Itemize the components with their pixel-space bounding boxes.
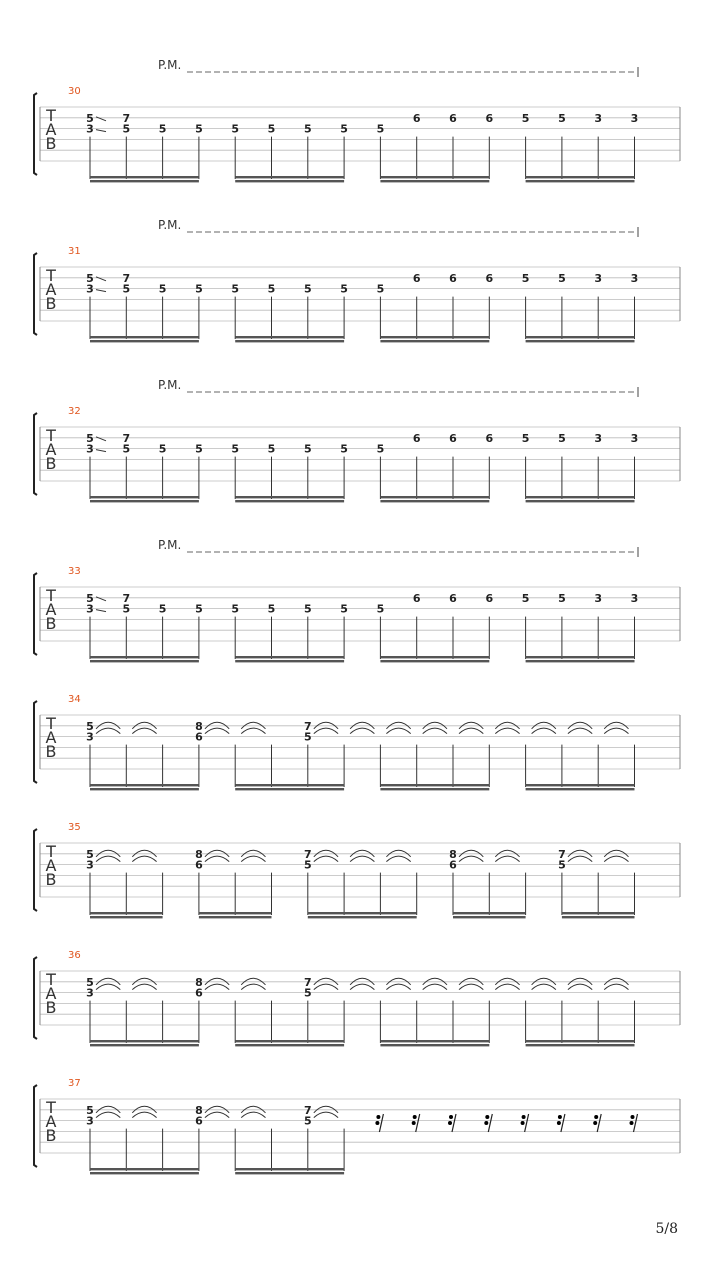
- tie-arc: [495, 728, 519, 734]
- page-number: 5/8: [655, 1221, 678, 1237]
- tab-clef-letter: B: [45, 454, 57, 473]
- beam: [90, 340, 199, 342]
- beam: [235, 1044, 344, 1046]
- palm-mute-label: P.M.: [158, 378, 182, 392]
- tab-clef-letter: T: [46, 714, 56, 733]
- beam: [235, 656, 344, 658]
- tie-arc: [568, 856, 592, 862]
- sixteenth-rest: [412, 1114, 420, 1132]
- fret-number: 5: [86, 719, 94, 733]
- fret-number: 3: [86, 122, 94, 136]
- fret-number: 3: [630, 591, 639, 605]
- fret-number: 6: [485, 431, 494, 445]
- beam: [235, 1172, 344, 1174]
- fret-number: 5: [86, 1103, 94, 1117]
- tie-arc: [132, 984, 156, 990]
- tie-arc: [241, 1112, 265, 1118]
- tab-clef-letter: A: [45, 440, 57, 459]
- beam: [90, 916, 163, 918]
- fret-number: 5: [231, 442, 240, 456]
- system-bracket: [34, 573, 37, 655]
- fret-number: 8: [195, 1103, 203, 1117]
- fret-number: 6: [412, 431, 421, 445]
- fret-number: 5: [158, 442, 167, 456]
- fret-number: 3: [630, 271, 639, 285]
- tab-clef-letter: A: [45, 120, 57, 139]
- fret-number: 3: [594, 591, 603, 605]
- sixteenth-rest: [484, 1114, 492, 1132]
- beam: [90, 180, 199, 182]
- tie-arc: [241, 856, 265, 862]
- beam: [90, 1172, 199, 1174]
- fret-number: 5: [376, 282, 385, 296]
- tie-arc: [459, 856, 483, 862]
- tab-clef-letter: B: [45, 998, 57, 1017]
- tie-arc: [568, 984, 592, 990]
- fret-number: 3: [594, 271, 603, 285]
- tie-arc: [314, 856, 338, 862]
- beam: [90, 1044, 199, 1046]
- beam: [235, 1040, 344, 1042]
- fret-number: 5: [86, 591, 94, 605]
- fret-number: 8: [195, 719, 203, 733]
- beam: [235, 1168, 344, 1170]
- tab-clef-letter: T: [46, 426, 56, 445]
- beam: [526, 496, 635, 498]
- tie-arc: [532, 984, 556, 990]
- tab-clef-letter: A: [45, 600, 57, 619]
- palm-mute-label: P.M.: [158, 58, 182, 72]
- beam: [380, 500, 489, 502]
- fret-number: 6: [195, 730, 203, 744]
- beam: [526, 788, 635, 790]
- fret-number: 5: [340, 122, 348, 136]
- beam: [453, 912, 526, 914]
- palm-mute-label: P.M.: [158, 538, 182, 552]
- fret-number: 5: [86, 111, 94, 125]
- beam: [235, 176, 344, 178]
- beam: [90, 912, 163, 914]
- beam: [308, 916, 417, 918]
- fret-number: 5: [122, 122, 131, 136]
- system-bracket: [34, 1085, 37, 1167]
- tie-arc: [495, 856, 519, 862]
- beam: [380, 656, 489, 658]
- fret-number: 5: [195, 442, 203, 456]
- beam: [90, 788, 199, 790]
- fret-number: 5: [195, 282, 203, 296]
- beam: [526, 656, 635, 658]
- fret-number: 5: [340, 602, 348, 616]
- beam: [90, 496, 199, 498]
- palm-mute-label: P.M.: [158, 218, 182, 232]
- beam: [380, 496, 489, 498]
- fret-number: 7: [303, 719, 312, 733]
- sixteenth-rest: [448, 1114, 456, 1132]
- beam: [199, 912, 272, 914]
- tab-system-36: [34, 950, 680, 1046]
- beam: [562, 916, 635, 918]
- system-bracket: [34, 701, 37, 783]
- tie-arc: [241, 728, 265, 734]
- fret-number: 6: [449, 591, 457, 605]
- beam: [562, 912, 635, 914]
- fret-number: 5: [558, 431, 566, 445]
- beam: [453, 916, 526, 918]
- fret-number: 5: [303, 986, 312, 1000]
- fret-number: 7: [303, 847, 312, 861]
- tab-system-30: [34, 58, 680, 182]
- fret-number: 5: [86, 431, 94, 445]
- fret-number: 8: [449, 847, 457, 861]
- tie-arc: [314, 728, 338, 734]
- beam: [90, 176, 199, 178]
- beam: [90, 1168, 199, 1170]
- tie-arc: [205, 856, 229, 862]
- beam: [526, 1044, 635, 1046]
- fret-number: 6: [412, 111, 421, 125]
- fret-number: 5: [521, 271, 530, 285]
- beam: [235, 340, 344, 342]
- fret-number: 3: [86, 282, 94, 296]
- beam: [380, 660, 489, 662]
- tab-clef-letter: B: [45, 742, 57, 761]
- system-bracket: [34, 253, 37, 335]
- fret-number: 5: [521, 591, 530, 605]
- tie-arc: [205, 1112, 229, 1118]
- fret-number: 5: [267, 442, 276, 456]
- sixteenth-rest: [521, 1114, 529, 1132]
- tie-arc: [205, 984, 229, 990]
- tab-clef-letter: T: [46, 266, 56, 285]
- fret-number: 5: [376, 122, 385, 136]
- beam: [90, 500, 199, 502]
- tab-system-34: [34, 694, 680, 790]
- tie-arc: [96, 1112, 120, 1118]
- system-bracket: [34, 957, 37, 1039]
- fret-number: 3: [86, 986, 94, 1000]
- fret-number: 3: [594, 111, 603, 125]
- tab-clef-letter: A: [45, 1112, 57, 1131]
- fret-number: 3: [86, 730, 94, 744]
- tab-system-35: [34, 822, 680, 918]
- fret-number: 5: [303, 730, 312, 744]
- fret-number: 5: [340, 282, 348, 296]
- fret-number: 5: [558, 591, 566, 605]
- tie-arc: [386, 728, 410, 734]
- tie-arc: [314, 1112, 338, 1118]
- fret-number: 5: [558, 111, 566, 125]
- tab-clef-letter: B: [45, 614, 57, 633]
- measure-number: 33: [68, 566, 81, 577]
- fret-number: 5: [303, 602, 312, 616]
- fret-number: 7: [122, 271, 131, 285]
- beam: [235, 784, 344, 786]
- fret-number: 6: [195, 858, 203, 872]
- tie-arc: [423, 728, 447, 734]
- tie-arc: [241, 984, 265, 990]
- beam: [380, 788, 489, 790]
- beam: [380, 336, 489, 338]
- measure-number: 37: [68, 1078, 81, 1089]
- sixteenth-rest: [375, 1114, 383, 1132]
- system-bracket: [34, 413, 37, 495]
- beam: [90, 784, 199, 786]
- fret-number: 5: [267, 122, 276, 136]
- sixteenth-rest: [557, 1114, 565, 1132]
- tie-arc: [532, 728, 556, 734]
- fret-number: 6: [449, 431, 457, 445]
- beam: [90, 336, 199, 338]
- beam: [526, 340, 635, 342]
- fret-number: 6: [412, 591, 421, 605]
- tab-clef-letter: T: [46, 106, 56, 125]
- beam: [235, 496, 344, 498]
- fret-number: 5: [521, 431, 530, 445]
- fret-number: 7: [122, 431, 131, 445]
- tie-arc: [604, 984, 628, 990]
- fret-number: 5: [558, 858, 566, 872]
- fret-number: 5: [158, 602, 167, 616]
- tie-arc: [386, 856, 410, 862]
- tab-system-33: [34, 538, 680, 662]
- tab-clef-letter: T: [46, 1098, 56, 1117]
- tie-arc: [132, 856, 156, 862]
- measure-number: 35: [68, 822, 81, 833]
- fret-number: 3: [86, 442, 94, 456]
- fret-number: 3: [86, 858, 94, 872]
- beam: [380, 176, 489, 178]
- beam: [526, 1040, 635, 1042]
- tab-clef-letter: A: [45, 728, 57, 747]
- fret-number: 6: [449, 858, 457, 872]
- tie-arc: [423, 984, 447, 990]
- tie-arc: [350, 856, 374, 862]
- fret-number: 5: [231, 122, 240, 136]
- tab-clef-letter: B: [45, 1126, 57, 1145]
- fret-number: 3: [630, 111, 639, 125]
- fret-number: 5: [195, 122, 203, 136]
- fret-number: 8: [195, 847, 203, 861]
- fret-number: 3: [86, 602, 94, 616]
- beam: [526, 660, 635, 662]
- beam: [90, 656, 199, 658]
- beam: [199, 916, 272, 918]
- tab-system-32: [34, 378, 680, 502]
- fret-number: 5: [303, 442, 312, 456]
- beam: [235, 788, 344, 790]
- tab-clef-letter: A: [45, 856, 57, 875]
- fret-number: 5: [122, 282, 131, 296]
- beam: [380, 1044, 489, 1046]
- sixteenth-rest: [630, 1114, 638, 1132]
- beam: [380, 180, 489, 182]
- fret-number: 5: [376, 442, 385, 456]
- beam: [380, 340, 489, 342]
- tie-arc: [568, 728, 592, 734]
- beam: [235, 660, 344, 662]
- measure-number: 34: [68, 694, 81, 705]
- tie-arc: [604, 728, 628, 734]
- beam: [526, 784, 635, 786]
- tie-arc: [350, 728, 374, 734]
- system-bracket: [34, 93, 37, 175]
- tie-arc: [495, 984, 519, 990]
- tie-arc: [96, 728, 120, 734]
- fret-number: 5: [231, 282, 240, 296]
- fret-number: 5: [86, 847, 94, 861]
- fret-number: 5: [558, 271, 566, 285]
- slide-line: [96, 130, 106, 132]
- fret-number: 6: [412, 271, 421, 285]
- fret-number: 7: [303, 975, 312, 989]
- fret-number: 5: [267, 602, 276, 616]
- fret-number: 5: [303, 122, 312, 136]
- slide-line: [96, 610, 106, 612]
- fret-number: 5: [303, 1114, 312, 1128]
- tie-arc: [132, 1112, 156, 1118]
- measure-number: 36: [68, 950, 81, 961]
- tab-clef-letter: B: [45, 870, 57, 889]
- fret-number: 7: [303, 1103, 312, 1117]
- system-bracket: [34, 829, 37, 911]
- fret-number: 5: [303, 282, 312, 296]
- tab-clef-letter: T: [46, 970, 56, 989]
- tie-arc: [386, 984, 410, 990]
- tie-arc: [132, 728, 156, 734]
- fret-number: 5: [340, 442, 348, 456]
- beam: [90, 1040, 199, 1042]
- fret-number: 3: [630, 431, 639, 445]
- tie-arc: [604, 856, 628, 862]
- fret-number: 5: [521, 111, 530, 125]
- fret-number: 3: [594, 431, 603, 445]
- beam: [308, 912, 417, 914]
- beam: [380, 784, 489, 786]
- tie-arc: [96, 856, 120, 862]
- tie-arc: [459, 728, 483, 734]
- sixteenth-rest: [593, 1114, 601, 1132]
- fret-number: 5: [86, 271, 94, 285]
- fret-number: 7: [122, 591, 131, 605]
- tie-arc: [459, 984, 483, 990]
- tab-system-37: [34, 1078, 680, 1174]
- tab-clef-letter: A: [45, 984, 57, 1003]
- tab-clef-letter: T: [46, 586, 56, 605]
- tab-clef-letter: B: [45, 294, 57, 313]
- beam: [526, 336, 635, 338]
- fret-number: 6: [485, 111, 494, 125]
- fret-number: 5: [376, 602, 385, 616]
- beam: [235, 336, 344, 338]
- tie-arc: [350, 984, 374, 990]
- fret-number: 5: [267, 282, 276, 296]
- fret-number: 8: [195, 975, 203, 989]
- beam: [235, 500, 344, 502]
- fret-number: 6: [449, 271, 457, 285]
- tie-arc: [96, 984, 120, 990]
- tie-arc: [205, 728, 229, 734]
- fret-number: 6: [449, 111, 457, 125]
- fret-number: 5: [303, 858, 312, 872]
- fret-number: 5: [195, 602, 203, 616]
- measure-number: 30: [68, 86, 81, 97]
- tab-clef-letter: B: [45, 134, 57, 153]
- fret-number: 7: [558, 847, 566, 861]
- fret-number: 6: [485, 591, 494, 605]
- tab-clef-letter: A: [45, 280, 57, 299]
- beam: [235, 180, 344, 182]
- slide-line: [96, 290, 106, 292]
- fret-number: 5: [231, 602, 240, 616]
- tab-system-31: [34, 218, 680, 342]
- fret-number: 3: [86, 1114, 94, 1128]
- fret-number: 5: [86, 975, 94, 989]
- slide-line: [96, 450, 106, 452]
- fret-number: 7: [122, 111, 131, 125]
- fret-number: 6: [485, 271, 494, 285]
- measure-number: 31: [68, 246, 81, 257]
- fret-number: 5: [158, 282, 167, 296]
- fret-number: 5: [122, 602, 131, 616]
- fret-number: 5: [122, 442, 131, 456]
- measure-number: 32: [68, 406, 81, 417]
- beam: [526, 176, 635, 178]
- beam: [526, 180, 635, 182]
- fret-number: 6: [195, 1114, 203, 1128]
- fret-number: 5: [158, 122, 167, 136]
- fret-number: 6: [195, 986, 203, 1000]
- tie-arc: [314, 984, 338, 990]
- beam: [526, 500, 635, 502]
- tab-clef-letter: T: [46, 842, 56, 861]
- beam: [90, 660, 199, 662]
- beam: [380, 1040, 489, 1042]
